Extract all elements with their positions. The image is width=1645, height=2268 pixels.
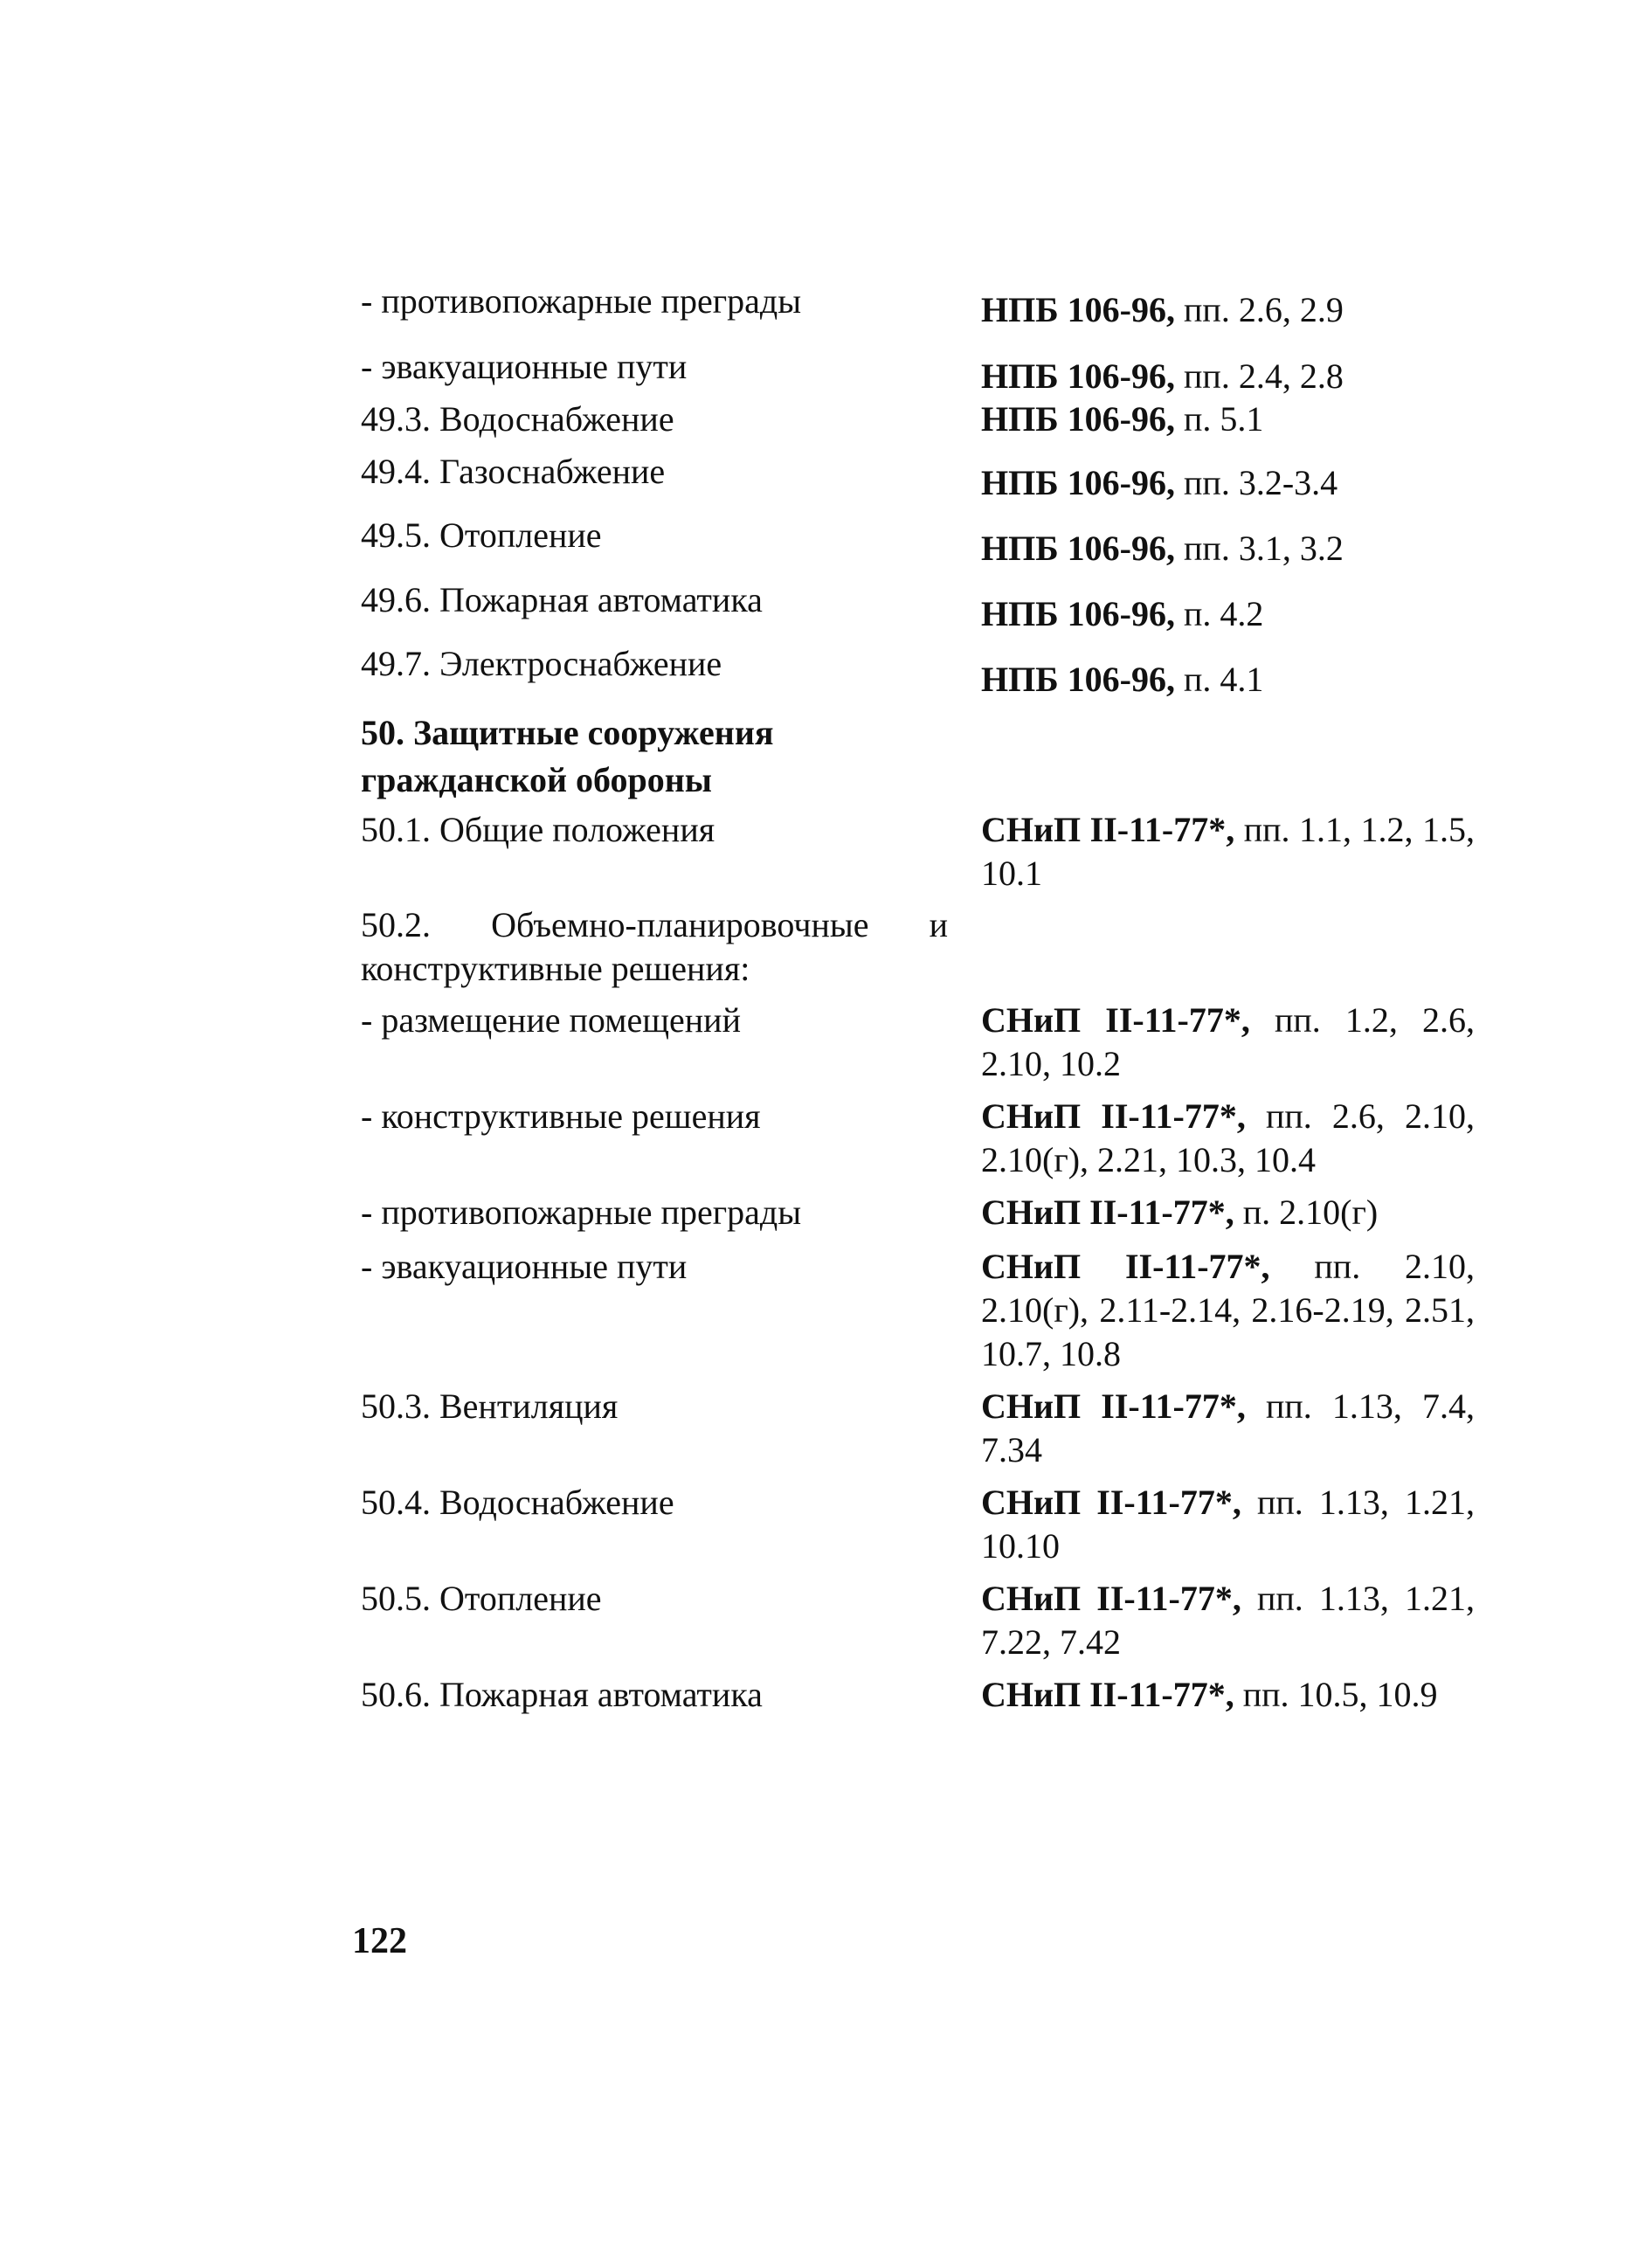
item-text: 50.3. Вентиляция bbox=[361, 1386, 619, 1426]
reference-cell bbox=[981, 355, 1475, 398]
page-number: 122 bbox=[352, 1921, 407, 1961]
subsection-text: 50.2. Объемно-планировочные и конструктивные решения: bbox=[361, 905, 948, 988]
clause-reference: пп. 10.5, 10.9 bbox=[1242, 1675, 1438, 1714]
norm-document: СНиП II-11-77*, bbox=[981, 810, 1235, 849]
item-text: 50.6. Пожарная автоматика bbox=[361, 1675, 763, 1714]
norm-document: СНиП II-11-77*, bbox=[981, 1483, 1241, 1522]
clause-reference: пп. 2.6, 2.9 bbox=[1184, 290, 1344, 329]
reference-cell bbox=[981, 808, 1475, 895]
clause-reference: п. 4.2 bbox=[1184, 594, 1264, 633]
clause-reference: пп. 1.1, 1.2, 1.5, 10.1 bbox=[981, 810, 1476, 893]
clause-reference: пп. 1.2, 2.6, 2.10, 10.2 bbox=[981, 1000, 1476, 1083]
item-text: 50.4. Водоснабжение bbox=[361, 1483, 674, 1522]
item-text: 49.5. Отопление bbox=[361, 515, 602, 555]
norm-document: СНиП II-11-77*, bbox=[981, 1386, 1246, 1426]
norm-document: НПБ 106-96, bbox=[981, 660, 1175, 699]
norm-document: НПБ 106-96, bbox=[981, 594, 1175, 633]
norm-document: НПБ 106-96, bbox=[981, 399, 1175, 439]
reference-cell bbox=[981, 527, 1475, 570]
norm-document: СНиП II-11-77*, bbox=[981, 1096, 1246, 1136]
clause-reference: пп. 2.6, 2.10, 2.10(г), 2.21, 10.3, 10.4 bbox=[981, 1096, 1476, 1179]
reference-cell bbox=[981, 1191, 1475, 1234]
norm-document: НПБ 106-96, bbox=[981, 356, 1175, 396]
clause-reference: пп. 3.2-3.4 bbox=[1184, 463, 1338, 502]
item-text: 50.5. Отопление bbox=[361, 1579, 602, 1618]
clause-reference: пп. 1.13, 1.21, 7.22, 7.42 bbox=[981, 1579, 1476, 1662]
reference-cell bbox=[981, 461, 1475, 505]
clause-reference: п. 2.10(г) bbox=[1242, 1193, 1379, 1232]
item-text: - противопожарные преграды bbox=[361, 1193, 802, 1232]
reference-cell bbox=[981, 1245, 1475, 1376]
item-text: - эвакуационные пути bbox=[361, 347, 688, 386]
norm-document: НПБ 106-96, bbox=[981, 463, 1175, 502]
clause-reference: пп. 1.13, 7.4, 7.34 bbox=[981, 1386, 1476, 1469]
clause-reference: п. 5.1 bbox=[1184, 399, 1264, 439]
norm-document: НПБ 106-96, bbox=[981, 290, 1175, 329]
item-text: - эвакуационные пути bbox=[361, 1247, 688, 1286]
reference-cell bbox=[981, 1095, 1475, 1182]
norm-document: СНиП II-11-77*, bbox=[981, 1193, 1234, 1232]
reference-cell bbox=[981, 999, 1475, 1086]
item-text: - размещение помещений bbox=[361, 1000, 741, 1040]
reference-cell bbox=[981, 398, 1475, 441]
clause-reference: пп. 2.10, 2.10(г), 2.11-2.14, 2.16-2.19, 2.51, 10.7, 10.8 bbox=[981, 1247, 1476, 1373]
clause-reference: пп. 1.13, 1.21, 10.10 bbox=[981, 1483, 1476, 1566]
norm-document: СНиП II-11-77*, bbox=[981, 1000, 1250, 1040]
reference-cell bbox=[981, 1673, 1475, 1717]
item-text: 49.7. Электроснабжение bbox=[361, 644, 722, 683]
reference-cell bbox=[981, 1385, 1475, 1472]
clause-reference: пп. 2.4, 2.8 bbox=[1184, 356, 1344, 396]
reference-cell bbox=[981, 288, 1475, 332]
item-text: - конструктивные решения bbox=[361, 1096, 761, 1136]
reference-cell bbox=[981, 1481, 1475, 1568]
norm-document: СНиП II-11-77*, bbox=[981, 1247, 1270, 1286]
item-text: 50.1. Общие положения bbox=[361, 810, 715, 849]
section-heading: 50. Защитные сооружения гражданской обороны bbox=[361, 713, 774, 799]
clause-reference: п. 4.1 bbox=[1184, 660, 1264, 699]
item-text: 49.6. Пожарная автоматика bbox=[361, 580, 763, 619]
item-text: 49.4. Газоснабжение bbox=[361, 452, 666, 491]
clause-reference: пп. 3.1, 3.2 bbox=[1184, 529, 1344, 568]
norm-document: СНиП II-11-77*, bbox=[981, 1675, 1234, 1714]
item-text: - противопожарные преграды bbox=[361, 281, 802, 321]
reference-cell bbox=[981, 1577, 1475, 1664]
reference-cell bbox=[981, 658, 1475, 702]
norm-document: НПБ 106-96, bbox=[981, 529, 1175, 568]
item-text: 49.3. Водоснабжение bbox=[361, 399, 674, 439]
reference-cell bbox=[981, 592, 1475, 636]
norm-document: СНиП II-11-77*, bbox=[981, 1579, 1241, 1618]
